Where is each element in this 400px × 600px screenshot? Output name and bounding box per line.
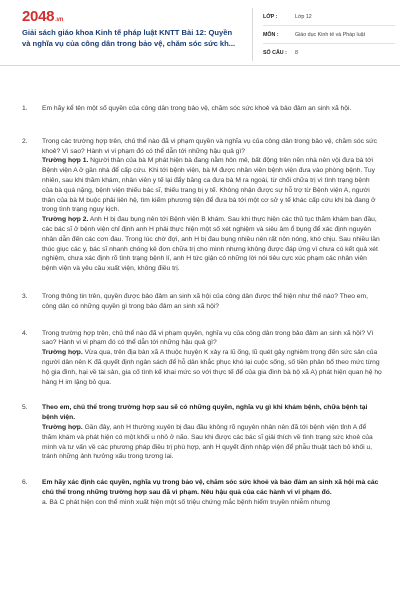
case-paragraph: [42, 348, 382, 387]
question-body: [42, 403, 382, 462]
case-paragraph: [42, 423, 382, 462]
case-text: Người thân của bà M phát hiện bà đang nằm hôn mê, bất động trên nền nhà nên vội đưa bà tới Bệnh viện A ở gần nhà để cấp cứu. Khi tới bệnh viện, bà M được nhân viên bệnh viện đưa vào phòng bệnh. Tuy nhiên, sau khi thăm khám, nhân viên y tế lại đẩy băng ca đưa bà M ra ngoài, từ chối chữa trị vì tình trạng bệnh của bà quá nặng, bệnh viện thiếu bác sĩ, thiếu trang bị y tế. Không nhận được sự hỗ trợ từ Bệnh viện A, người thân của bà M buộc phải liên hệ, tìm kiếm phương tiện để đưa bà tới một cơ sở y tế khác cấp cứu khi bà đang ở trong tình trạng nguy kịch.: [42, 157, 376, 214]
page-header: [0, 0, 400, 66]
case-label: Trường hợp.: [42, 423, 83, 431]
document-title: [22, 28, 252, 49]
case-label: Trường hợp 1.: [42, 157, 89, 165]
question-number: 6.: [22, 479, 28, 487]
question-body: [42, 292, 382, 312]
question-text: Trong trường hợp trên, chủ thể nào đã vi phạm quyền, nghĩa vụ của công dân trong bảo đảm an sinh xã hội? Vì sao? Hành vi vi phạm đó có thể dẫn tới những hậu quả gì?: [42, 329, 374, 347]
case-text: Gần đây, anh H thường xuyên bị đau đầu không rõ nguyên nhân nên đã tới bệnh viện tỉnh A để thăm khám và phát hiện có một khối u nhỏ ở não. Sau khi được các bác sĩ giải thích về tình trạng sức khoẻ của mình và tư vấn về các phương pháp điều trị phù hợp, anh H quyết định nhập viện để phẫu thuật tách bỏ khối u, tránh những ảnh hưởng xấu trong tương lai.: [42, 423, 373, 461]
logo-suffix: .vn: [55, 17, 63, 23]
meta-label: SỐ CÂU :: [263, 49, 287, 56]
question-text: Theo em, chủ thể trong trường hợp sau sẽ có những quyền, nghĩa vụ gì khi khám bệnh, chữa bệnh tại bệnh viện.: [42, 404, 368, 422]
question-text: Trong các trường hợp trên, chủ thể nào đã vi phạm quyền và nghĩa vụ của công dân trong bảo vệ, chăm sóc sức khoẻ? Vì sao? Hành vi vi phạm đó có thể dẫn tới những hậu quả gì?: [42, 137, 377, 155]
document-meta: [252, 8, 395, 61]
question-item: [22, 403, 382, 462]
logo-text: 2048: [22, 8, 55, 25]
question-body: [42, 329, 382, 388]
meta-label: LỚP :: [263, 13, 278, 20]
question-body: [42, 478, 382, 507]
question-number: 4.: [22, 329, 28, 337]
meta-value: Giáo dục Kinh tế và Pháp luật: [295, 31, 366, 38]
meta-row-class: [263, 8, 395, 26]
question-list: [22, 88, 382, 508]
site-logo[interactable]: [22, 9, 63, 28]
case-text: a. Bà C phát hiện con thể mình xuất hiện một số triệu chứng mắc bệnh hiểm truyền nhiễm nhưng: [42, 498, 331, 506]
meta-row-question-count: [263, 44, 395, 61]
question-body: [42, 137, 382, 274]
question-text: Trong thông tin trên, quyền được bảo đảm an sinh xã hội của công dân được thể hiện như thế nào? Theo em, công dân có những quyền gì trong bảo đảm an sinh xã hội?: [42, 292, 368, 310]
question-body: [42, 104, 382, 114]
case-paragraph: [42, 215, 382, 274]
question-number: 1.: [22, 105, 28, 112]
question-text: Em hãy xác định các quyền, nghĩa vụ trong bảo vệ, chăm sóc sức khoẻ và bảo đảm an sinh xã hội mà các chủ thể trong những trường hợp sau đã vi phạm. Nêu hậu quả của các hành vi vi phạm đó.: [42, 479, 379, 496]
case-label: Trường hợp.: [42, 349, 83, 357]
meta-label: MÔN :: [263, 31, 279, 38]
document-title-line-1: Giải sách giáo khoa Kinh tế pháp luật KNTT Bài 12: Quyền: [22, 28, 233, 37]
question-item: [22, 329, 382, 388]
case-paragraph: [42, 498, 382, 508]
meta-value: 8: [295, 49, 298, 56]
case-label: Trường hợp 2.: [42, 216, 89, 224]
question-item: [22, 478, 382, 507]
case-text: Vừa qua, trên địa bàn xã A thuộc huyện K xảy ra lũ ống, lũ quét gây nghiêm trọng đến sức sản của người dân nên K đã quyết định ngân sách để hỗ dân khắc phục khó lại cuộc sống, số tiền phân bổ theo mức từng hộ gia đình, hại về tài sản, gia cố tình kế khai mức so với thực tế để của gia đình bà bộ xã A) phát hiện quan hệ họ hàng H im lặng bỏ qua.: [42, 349, 382, 386]
meta-row-subject: [263, 26, 395, 44]
case-text: Anh H bị đau bụng nên tới Bệnh viện B khám. Sau khi thực hiện các thủ tục thăm khám ban đầu, các bác sĩ ở bệnh viện chỉ định anh H phải thực hiện một số xét nghiệm và siêu âm ổ bụng để xác định nguyên nhân dẫn đến các cơn đau. Trong lúc chờ đợi, anh H bị đau bụng nhiều nên rất nôn nóng, khó chịu. Sau nhiều lần thúc giục các y, bác sĩ nhanh chóng kê đơn chữa trị cho mình nhưng không được đáp ứng vì chưa có kết quả xét nghiệm, chưa xác định rõ tình trạng bệnh lí, anh H tức giận có những lời nói tiêu cực xúc phạm các nhân viên bệnh viện và yêu cầu xuất viện, không điều trị.: [42, 216, 380, 273]
case-paragraph: [42, 156, 382, 215]
question-number: 2.: [22, 137, 28, 145]
document-title-line-2: và nghĩa vụ của công dân trong bảo vệ, chăm sóc sức kh...: [22, 38, 236, 48]
question-item: [22, 292, 382, 312]
question-text: Em hãy kể tên một số quyền của công dân trong bảo vệ, chăm sóc sức khoẻ và bảo đảm an sinh xã hội.: [42, 105, 352, 112]
question-number: 3.: [22, 292, 28, 300]
meta-value: Lớp 12: [295, 13, 312, 20]
question-item: [22, 104, 382, 114]
question-item: [22, 137, 382, 274]
question-number: 5.: [22, 404, 28, 412]
